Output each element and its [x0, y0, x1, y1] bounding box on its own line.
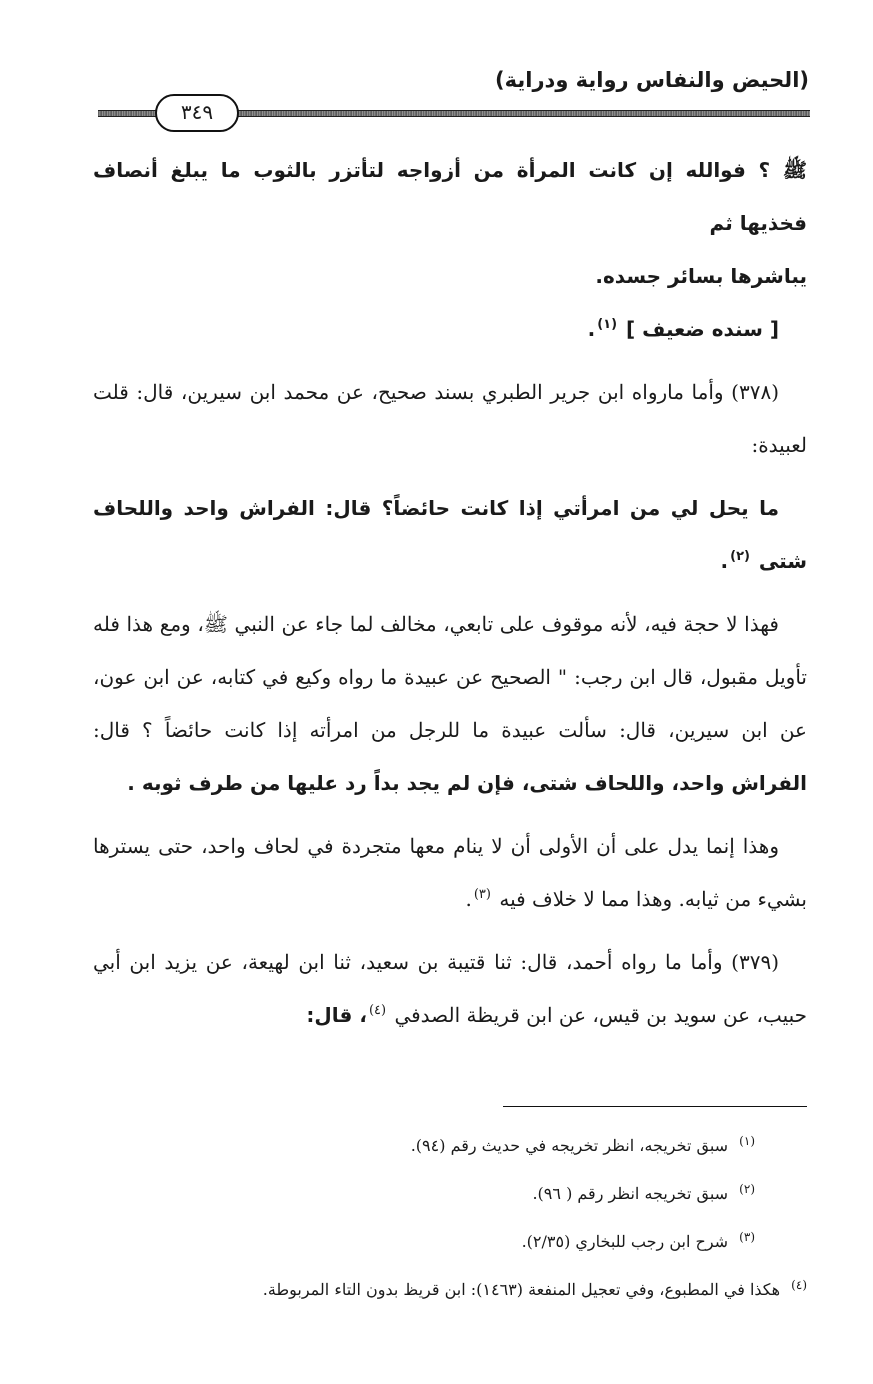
- footnote-2: [87, 1170, 807, 1218]
- paragraph-quote-text: ما يحل لي من امرأتي إذا كانت حائضاً؟ قال: الفراش واحد واللحاف شتى: [93, 496, 807, 573]
- footnote-ref-2: (٢): [730, 549, 750, 565]
- paragraph-commentary: [93, 598, 807, 810]
- paragraph-1: [93, 144, 807, 303]
- footnote-rule: [503, 1106, 807, 1107]
- paragraph-379-text: (٣٧٩) وأما ما رواه أحمد، قال: ثنا قتيبة بن سعيد، ثنا ابن لهيعة، عن يزيد ابن أبي حبيب، عن سويد بن قيس، عن ابن قريظة الصدفي: [93, 950, 807, 1027]
- grade-note: [ سنده ضعيف ] $^{(١)}$.: [587, 317, 779, 341]
- paragraph-quote: ما يحل لي من امرأتي إذا كانت حائضاً؟ قال: الفراش واحد واللحاف شتى $^{(٢)}$.: [93, 496, 807, 573]
- grade-note-text: [ سنده ضعيف ]: [626, 317, 779, 341]
- footnote-4: [87, 1266, 807, 1314]
- footnote-3: [87, 1218, 807, 1266]
- paragraph-379-end: ، قال:: [306, 1003, 367, 1027]
- paragraph-commentary-bold: الفراش واحد، واللحاف شتى، فإن لم يجد بداً رد عليها من طرف ثوبه .: [127, 771, 807, 795]
- footnote-1-number: (١): [739, 1133, 755, 1148]
- footnote-1-text: سبق تخريجه، انظر تخريجه في حديث رقم (٩٤).: [410, 1136, 729, 1155]
- paragraph-378: (٣٧٨) وأما مارواه ابن جرير الطبري بسند صحيح، عن محمد ابن سيرين، قال: قلت لعبيدة:: [93, 380, 807, 457]
- footnote-3-text: شرح ابن رجب للبخاري (٢/٣٥).: [521, 1232, 729, 1251]
- footnote-ref-4: (٤): [368, 1003, 387, 1019]
- footnotes: [87, 1122, 807, 1314]
- paragraph-commentary-text: فهذا لا حجة فيه، لأنه موقوف على تابعي، مخالف لما جاء عن النبي ﷺ، ومع هذا فله تأويل مقبول، قال ابن رجب: " الصحيح عن عبيدة ما رواه وكيع في كتابه، عن ابن عون، عن ابن سيرين، قال: سألت عبيدة ما للرجل من امرأته إذا كانت حائضاً ؟ قال:: [93, 612, 807, 742]
- paragraph-1-line-1: ﷺ ؟ فوالله إن كانت المرأة من أزواجه لتأتزر بالثوب ما يبلغ أنصاف فخذيها ثم: [93, 158, 807, 235]
- page-number: ٣٤٩: [155, 94, 239, 132]
- paragraph-1-line-2: يباشرها بسائر جسده.: [595, 264, 807, 288]
- footnote-3-number: (٣): [739, 1229, 755, 1244]
- paragraph-379: [93, 936, 807, 1042]
- body-text: [93, 144, 807, 1042]
- paragraph-conclusion: وهذا إنما يدل على أن الأولى أن لا ينام معها متجردة في لحاف واحد، حتى يسترها بشيء من ثيابه. وهذا مما لا خلاف فيه $^{(٣)}$.: [93, 834, 807, 911]
- footnote-2-number: (٢): [739, 1181, 755, 1196]
- running-title: (الحيض والنفاس رواية ودراية): [495, 68, 809, 92]
- paragraph-conclusion-text: وهذا إنما يدل على أن الأولى أن لا ينام معها متجردة في لحاف واحد، حتى يسترها بشيء من ثيابه. وهذا مما لا خلاف فيه: [93, 834, 807, 911]
- footnote-1: [87, 1122, 807, 1170]
- footnote-ref-1: (١): [597, 317, 618, 333]
- footnote-4-number: (٤): [791, 1277, 807, 1292]
- footnote-ref-3: (٣): [473, 887, 491, 903]
- footnote-4-text: هكذا في المطبوع، وفي تعجيل المنفعة (١٤٦٣): ابن قريظ بدون التاء المربوطة.: [262, 1280, 781, 1299]
- footnote-2-text: سبق تخريجه انظر رقم ( ٩٦).: [532, 1184, 729, 1203]
